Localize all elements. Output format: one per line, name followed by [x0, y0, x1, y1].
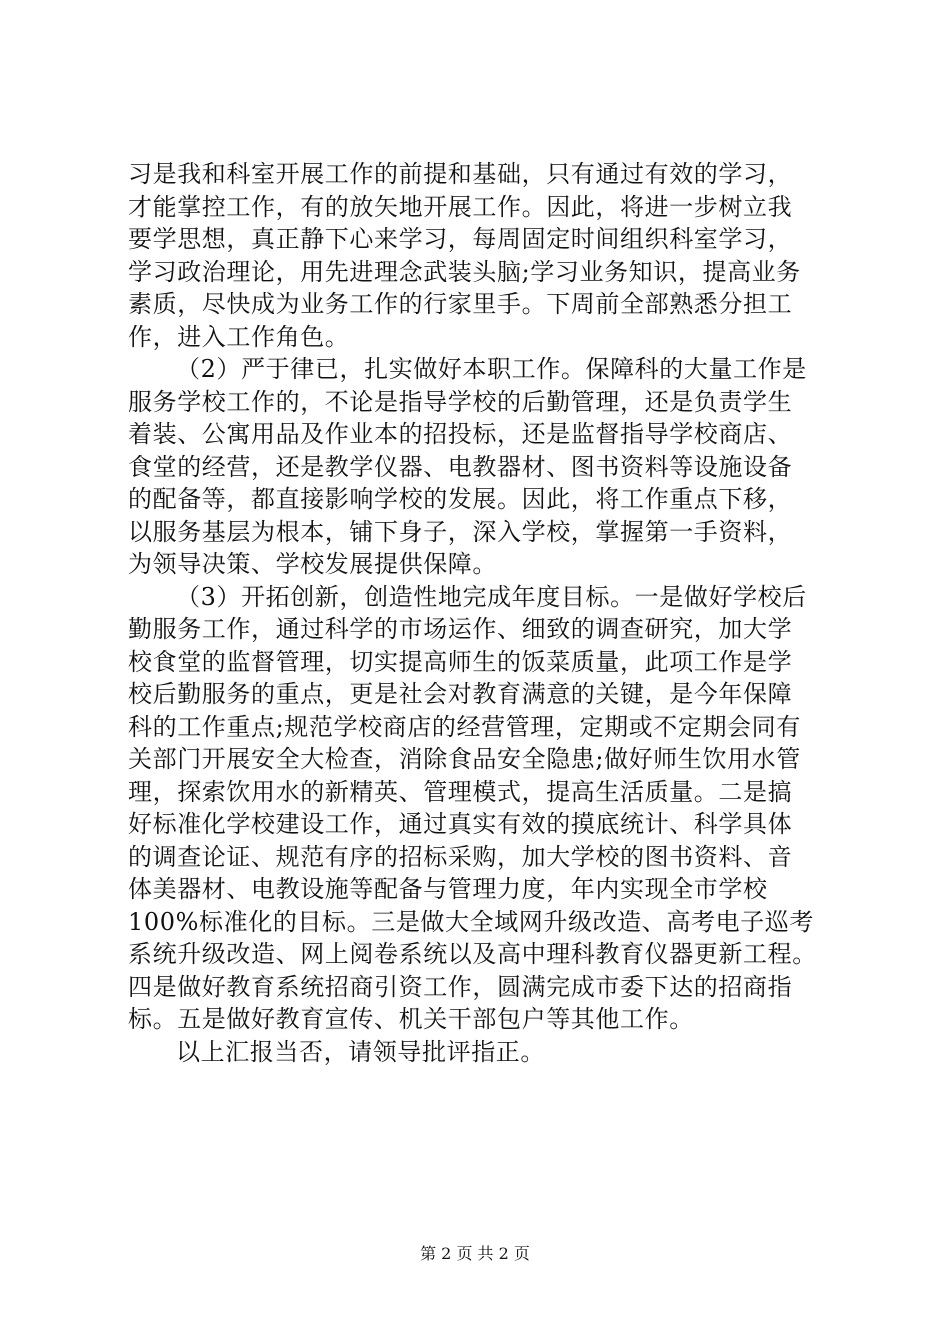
text-line: 系统升级改造、网上阅卷系统以及高中理科教育仪器更新工程。 — [128, 940, 817, 968]
text-line: 体美器材、电教设施等配备与管理力度，年内实现全市学校 — [128, 875, 768, 903]
text-line: 校食堂的监督管理，切实提高师生的饭菜质量，此项工作是学 — [128, 647, 793, 676]
text-line: 素质，尽快成为业务工作的行家里手。下周前全部熟悉分担工 — [128, 290, 793, 318]
text-line: 食堂的经营，还是教学仪器、电教器材、图书资料等设施设备 — [128, 452, 793, 481]
text-line: 习是我和科室开展工作的前提和基础，只有通过有效的学习， — [128, 160, 793, 188]
text-line: 服务学校工作的，不论是指导学校的后勤管理，还是负责学生 — [128, 387, 793, 416]
text-line: 学习政治理论，用先进理念武装头脑;学习业务知识，提高业务 — [128, 257, 801, 286]
text-line: 以上汇报当否，请领导批评指正。 — [176, 1037, 545, 1066]
document-body — [128, 158, 838, 1068]
text-line: （3）开拓创新，创造性地完成年度目标。一是做好学校后 — [176, 582, 807, 611]
text-line: 为领导决策、学校发展提供保障。 — [128, 550, 497, 578]
text-line: 标。五是做好教育宣传、机关干部包户等其他工作。 — [128, 1005, 694, 1033]
text-line: 勤服务工作，通过科学的市场运作、细致的调查研究，加大学 — [128, 615, 793, 643]
text-line: 的配备等，都直接影响学校的发展。因此，将工作重点下移， — [128, 485, 793, 513]
page-footer: 第 2 页 共 2 页 — [420, 1244, 530, 1263]
text-line: 以服务基层为根本，铺下身子，深入学校，掌握第一手资料， — [128, 517, 793, 546]
text-line: 好标准化学校建设工作，通过真实有效的摸底统计、科学具体 — [128, 810, 793, 838]
text-line: 100%标准化的目标。三是做大全域网升级改造、高考电子巡考 — [128, 907, 815, 936]
text-line: 校后勤服务的重点，更是社会对教育满意的关键，是今年保障 — [128, 680, 793, 708]
text-line: （2）严于律已，扎实做好本职工作。保障科的大量工作是 — [176, 355, 807, 383]
text-line: 要学思想，真正静下心来学习，每周固定时间组织科室学习， — [128, 225, 793, 253]
text-line: 作，进入工作角色。 — [128, 322, 350, 351]
text-line: 的调查论证、规范有序的招标采购，加大学校的图书资料、音 — [128, 842, 793, 871]
text-line: 四是做好教育系统招商引资工作，圆满完成市委下达的招商指 — [128, 972, 793, 1001]
text-line: 才能掌控工作，有的放矢地开展工作。因此，将进一步树立我 — [128, 192, 793, 221]
text-line: 科的工作重点;规范学校商店的经营管理，定期或不定期会同有 — [128, 712, 801, 741]
text-line: 着装、公寓用品及作业本的招投标，还是监督指导学校商店、 — [128, 420, 793, 448]
text-line: 关部门开展安全大检查，消除食品安全隐患;做好师生饮用水管 — [128, 745, 801, 773]
text-line: 理，探索饮用水的新精英、管理模式，提高生活质量。二是搞 — [128, 777, 793, 806]
